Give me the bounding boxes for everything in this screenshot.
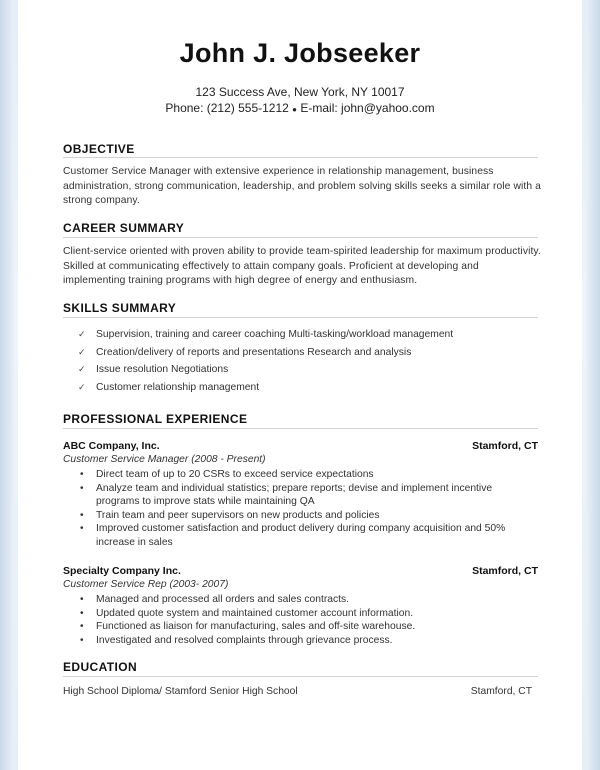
section-title-education: EDUCATION xyxy=(63,660,138,674)
list-item: • Updated quote system and maintained customer account information. xyxy=(80,607,414,619)
skill-item: ✓ Supervision, training and career coaching Multi-tasking/workload management xyxy=(78,326,453,344)
section-divider xyxy=(63,676,538,677)
bullet-icon: • xyxy=(80,509,84,521)
background-edge-left xyxy=(0,0,14,770)
skills-list xyxy=(78,326,453,396)
candidate-name: John J. Jobseeker xyxy=(179,38,421,68)
job-company: ABC Company, Inc. xyxy=(63,440,160,452)
contact-line xyxy=(18,101,582,115)
section-title-professional-experience: PROFESSIONAL EXPERIENCE xyxy=(63,412,248,426)
bullet-icon: • xyxy=(80,594,84,605)
bullet-icon: • xyxy=(80,523,84,534)
job-role: Customer Service Manager (2008 - Present) xyxy=(63,454,266,465)
objective-text: Customer Service Manager with extensive experience in relationship management, business administration, strong communication, leadership, and problem solving skills seeks a similar role with a strong company. xyxy=(63,166,541,206)
separator-dot: ● xyxy=(292,105,298,114)
list-item: • Managed and processed all orders and sales contracts. xyxy=(80,594,349,605)
bullet-icon: • xyxy=(80,621,84,632)
phone-text: Phone: (212) 555-1212 xyxy=(165,101,289,115)
skill-item: ✓ Customer relationship management xyxy=(78,379,453,397)
section-title-skills-summary: SKILLS SUMMARY xyxy=(63,301,177,315)
bullet-icon: • xyxy=(80,634,84,646)
job-role: Customer Service Rep (2003- 2007) xyxy=(63,579,229,590)
list-item: • Direct team of up to 20 CSRs to exceed service expectations xyxy=(80,469,374,480)
bullet-icon: • xyxy=(80,469,84,480)
section-divider xyxy=(63,428,538,429)
education-degree: High School Diploma/ Stamford Senior High School xyxy=(63,686,298,697)
email-text: E-mail: john@yahoo.com xyxy=(300,101,435,115)
address-line: 123 Success Ave, New York, NY 10017 xyxy=(195,85,405,99)
job-location: Stamford, CT xyxy=(472,440,538,452)
bullet-icon: • xyxy=(80,607,84,619)
job-company: Specialty Company Inc. xyxy=(63,565,181,577)
list-item: • Functioned as liaison for manufacturing, sales and off-site warehouse. xyxy=(80,621,416,632)
resume-page xyxy=(18,0,582,770)
skill-item: ✓ Issue resolution Negotiations xyxy=(78,361,453,379)
check-icon: ✓ xyxy=(78,346,86,357)
check-icon: ✓ xyxy=(78,329,86,339)
background-edge-right xyxy=(586,0,600,770)
check-icon: ✓ xyxy=(78,381,86,392)
section-divider xyxy=(63,157,538,158)
list-item: • Analyze team and individual statistics; prepare reports; devise and implement incentive programs to improve stats while maintaining QA xyxy=(80,482,493,507)
career-summary-text: Client-service oriented with proven ability to provide team-spirited leadership for maximum productivity. Skilled at communicating effectively to attain company goals. Proficient at developing and implementing training programs with high degree of energy and enthusiasm. xyxy=(63,246,541,286)
list-item: • Train team and peer supervisors on new products and policies xyxy=(80,509,380,521)
section-divider xyxy=(63,237,538,238)
section-divider xyxy=(63,317,538,318)
list-item: • Investigated and resolved complaints through grievance process. xyxy=(80,634,393,646)
section-title-career-summary: CAREER SUMMARY xyxy=(63,221,185,235)
job-bullets xyxy=(78,593,538,647)
education-location: Stamford, CT xyxy=(470,686,532,697)
bullet-icon: • xyxy=(80,482,84,494)
list-item: • Improved customer satisfaction and product delivery during company acquisition and 50% increase in sales xyxy=(80,523,506,548)
section-title-objective: OBJECTIVE xyxy=(63,142,135,156)
job-location: Stamford, CT xyxy=(472,565,538,577)
check-icon: ✓ xyxy=(78,364,86,375)
job-bullets xyxy=(78,468,538,549)
skill-item: ✓ Creation/delivery of reports and presentations Research and analysis xyxy=(78,344,453,362)
